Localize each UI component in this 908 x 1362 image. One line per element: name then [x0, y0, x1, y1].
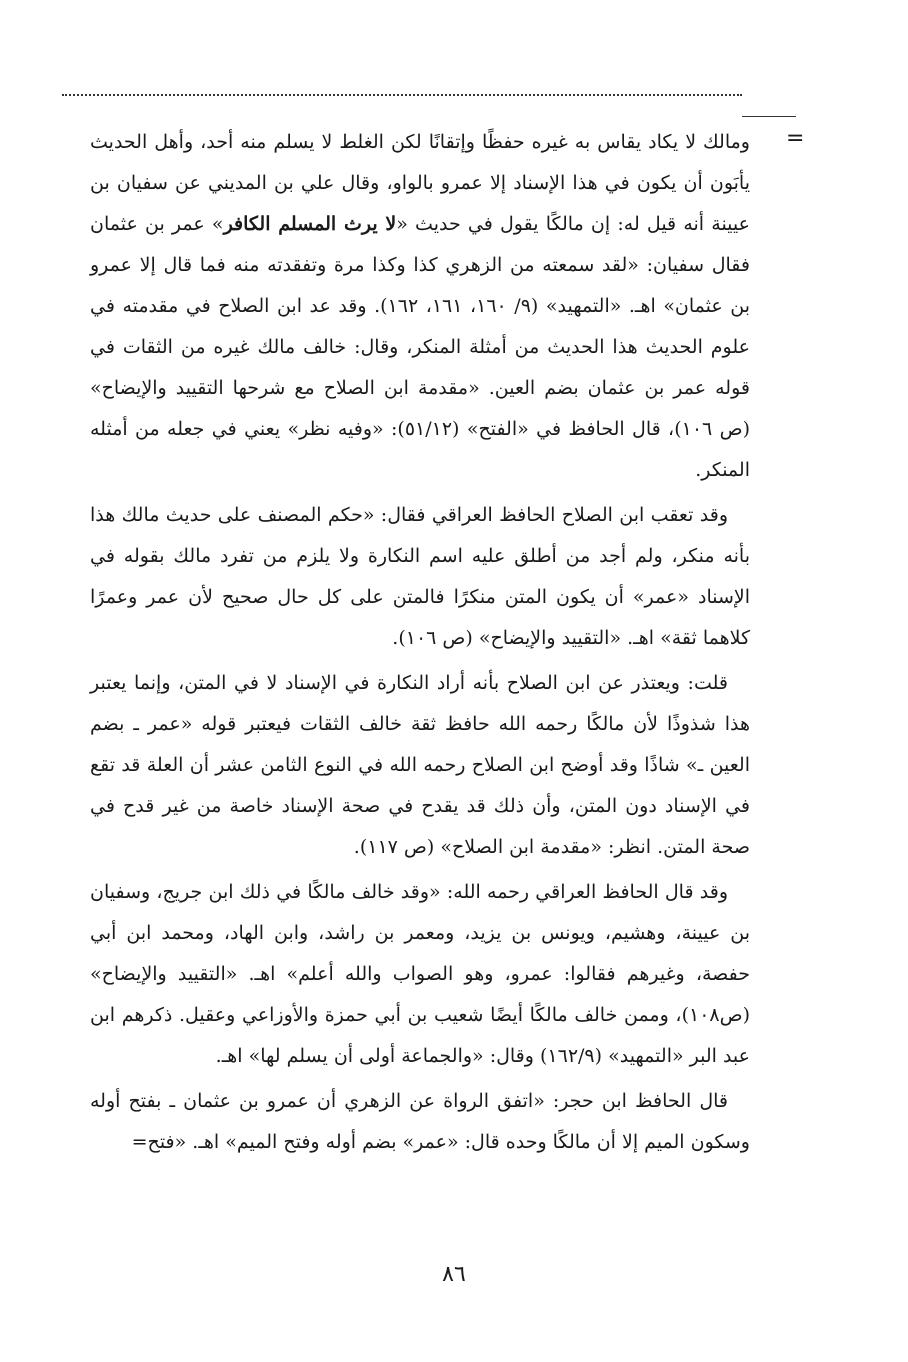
paragraph-text: ومالك لا يكاد يقاس به غيره حفظًا وإتقانًا لكن الغلط لا يسلم منه أحد، وأهل الحديث يأبَون أن يكون في هذا الإسناد إلا عمرو بالواو، وقال علي بن المديني عن سفيان بن عيينة أنه قيل له: إن مالكًا يقول في حديث «: [90, 131, 750, 235]
paragraph: وقد قال الحافظ العراقي رحمه الله: «وقد خالف مالكًا في ذلك ابن جريج، وسفيان بن عيينة، وهشيم، ويونس بن يزيد، ومعمر بن راشد، وابن الهاد، ومحمد ابن أبي حفصة، وغيرهم فقالوا: عمرو، وهو الصواب والله أعلم» اهـ. «التقييد والإيضاح» (ص١٠٨)، وممن خالف مالكًا أيضًا شعيب بن أبي حمزة والأوزاعي وعقيل. ذكرهم ابن عبد البر «التمهيد» (١٦٢/٩) وقال: «والجماعة أولى أن يسلم لها» اهـ.: [90, 881, 750, 1067]
paragraph: قلت: ويعتذر عن ابن الصلاح بأنه أراد النكارة في الإسناد لا في المتن، وإنما يعتبر هذا شذوذًا لأن مالكًا رحمه الله حافظ ثقة خالف الثقات فيعتبر قوله «عمر ـ بضم العين ـ» شاذًا وقد أوضح ابن الصلاح رحمه الله في النوع الثامن عشر أن العلة قد تقع في الإسناد دون المتن، وأن ذلك قد يقدح في صحة الإسناد خاصة من غير قدح في صحة المتن. انظر: «مقدمة ابن الصلاح» (ص ١١٧).: [90, 672, 750, 858]
paragraph: وقد تعقب ابن الصلاح الحافظ العراقي فقال: «حكم المصنف على حديث مالك هذا بأنه منكر، ولم أجد من أطلق عليه اسم النكارة ولا يلزم من تفرد مالك بقوله في الإسناد «عمر» أن يكون المتن منكرًا فالمتن على كل حال صحيح لأن عمر وعمرًا كلاهما ثقة» اهـ. «التقييد والإيضاح» (ص ١٠٦).: [90, 504, 750, 649]
footnote-text: [90, 122, 750, 1167]
footnote-rule: [742, 116, 796, 117]
paragraph: قال الحافظ ابن حجر: «اتفق الرواة عن الزهري أن عمرو بن عثمان ـ بفتح أوله وسكون الميم إلا أن مالكًا وحده قال: «عمر» بضم أوله وفتح الميم» اهـ. «فتح=: [90, 1090, 750, 1153]
dotted-separator: [62, 94, 742, 96]
paragraph-text: » عمر بن عثمان فقال سفيان: «لقد سمعته من الزهري كذا وكذا مرة وتفقدته منه فما قال إلا عمرو بن عثمان» اهـ. «التمهيد» (٩/ ١٦٠، ١٦١، ١٦٢). وقد عد ابن الصلاح في مقدمته في علوم الحديث هذا الحديث من أمثلة المنكر، وقال: خالف مالك غيره من الثقات في قوله عمر بن عثمان بضم العين. «مقدمة ابن الصلاح مع شرحها التقييد والإيضاح» (ص ١٠٦)، قال الحافظ في «الفتح» (٥١/١٢): «وفيه نظر» يعني في جعله من أمثله المنكر.: [90, 213, 751, 481]
paragraph: [90, 122, 750, 491]
continuation-mark: =: [786, 126, 805, 151]
page-number: ٨٦: [442, 1262, 466, 1287]
hadith-title: لا يرث المسلم الكافر: [223, 213, 397, 235]
